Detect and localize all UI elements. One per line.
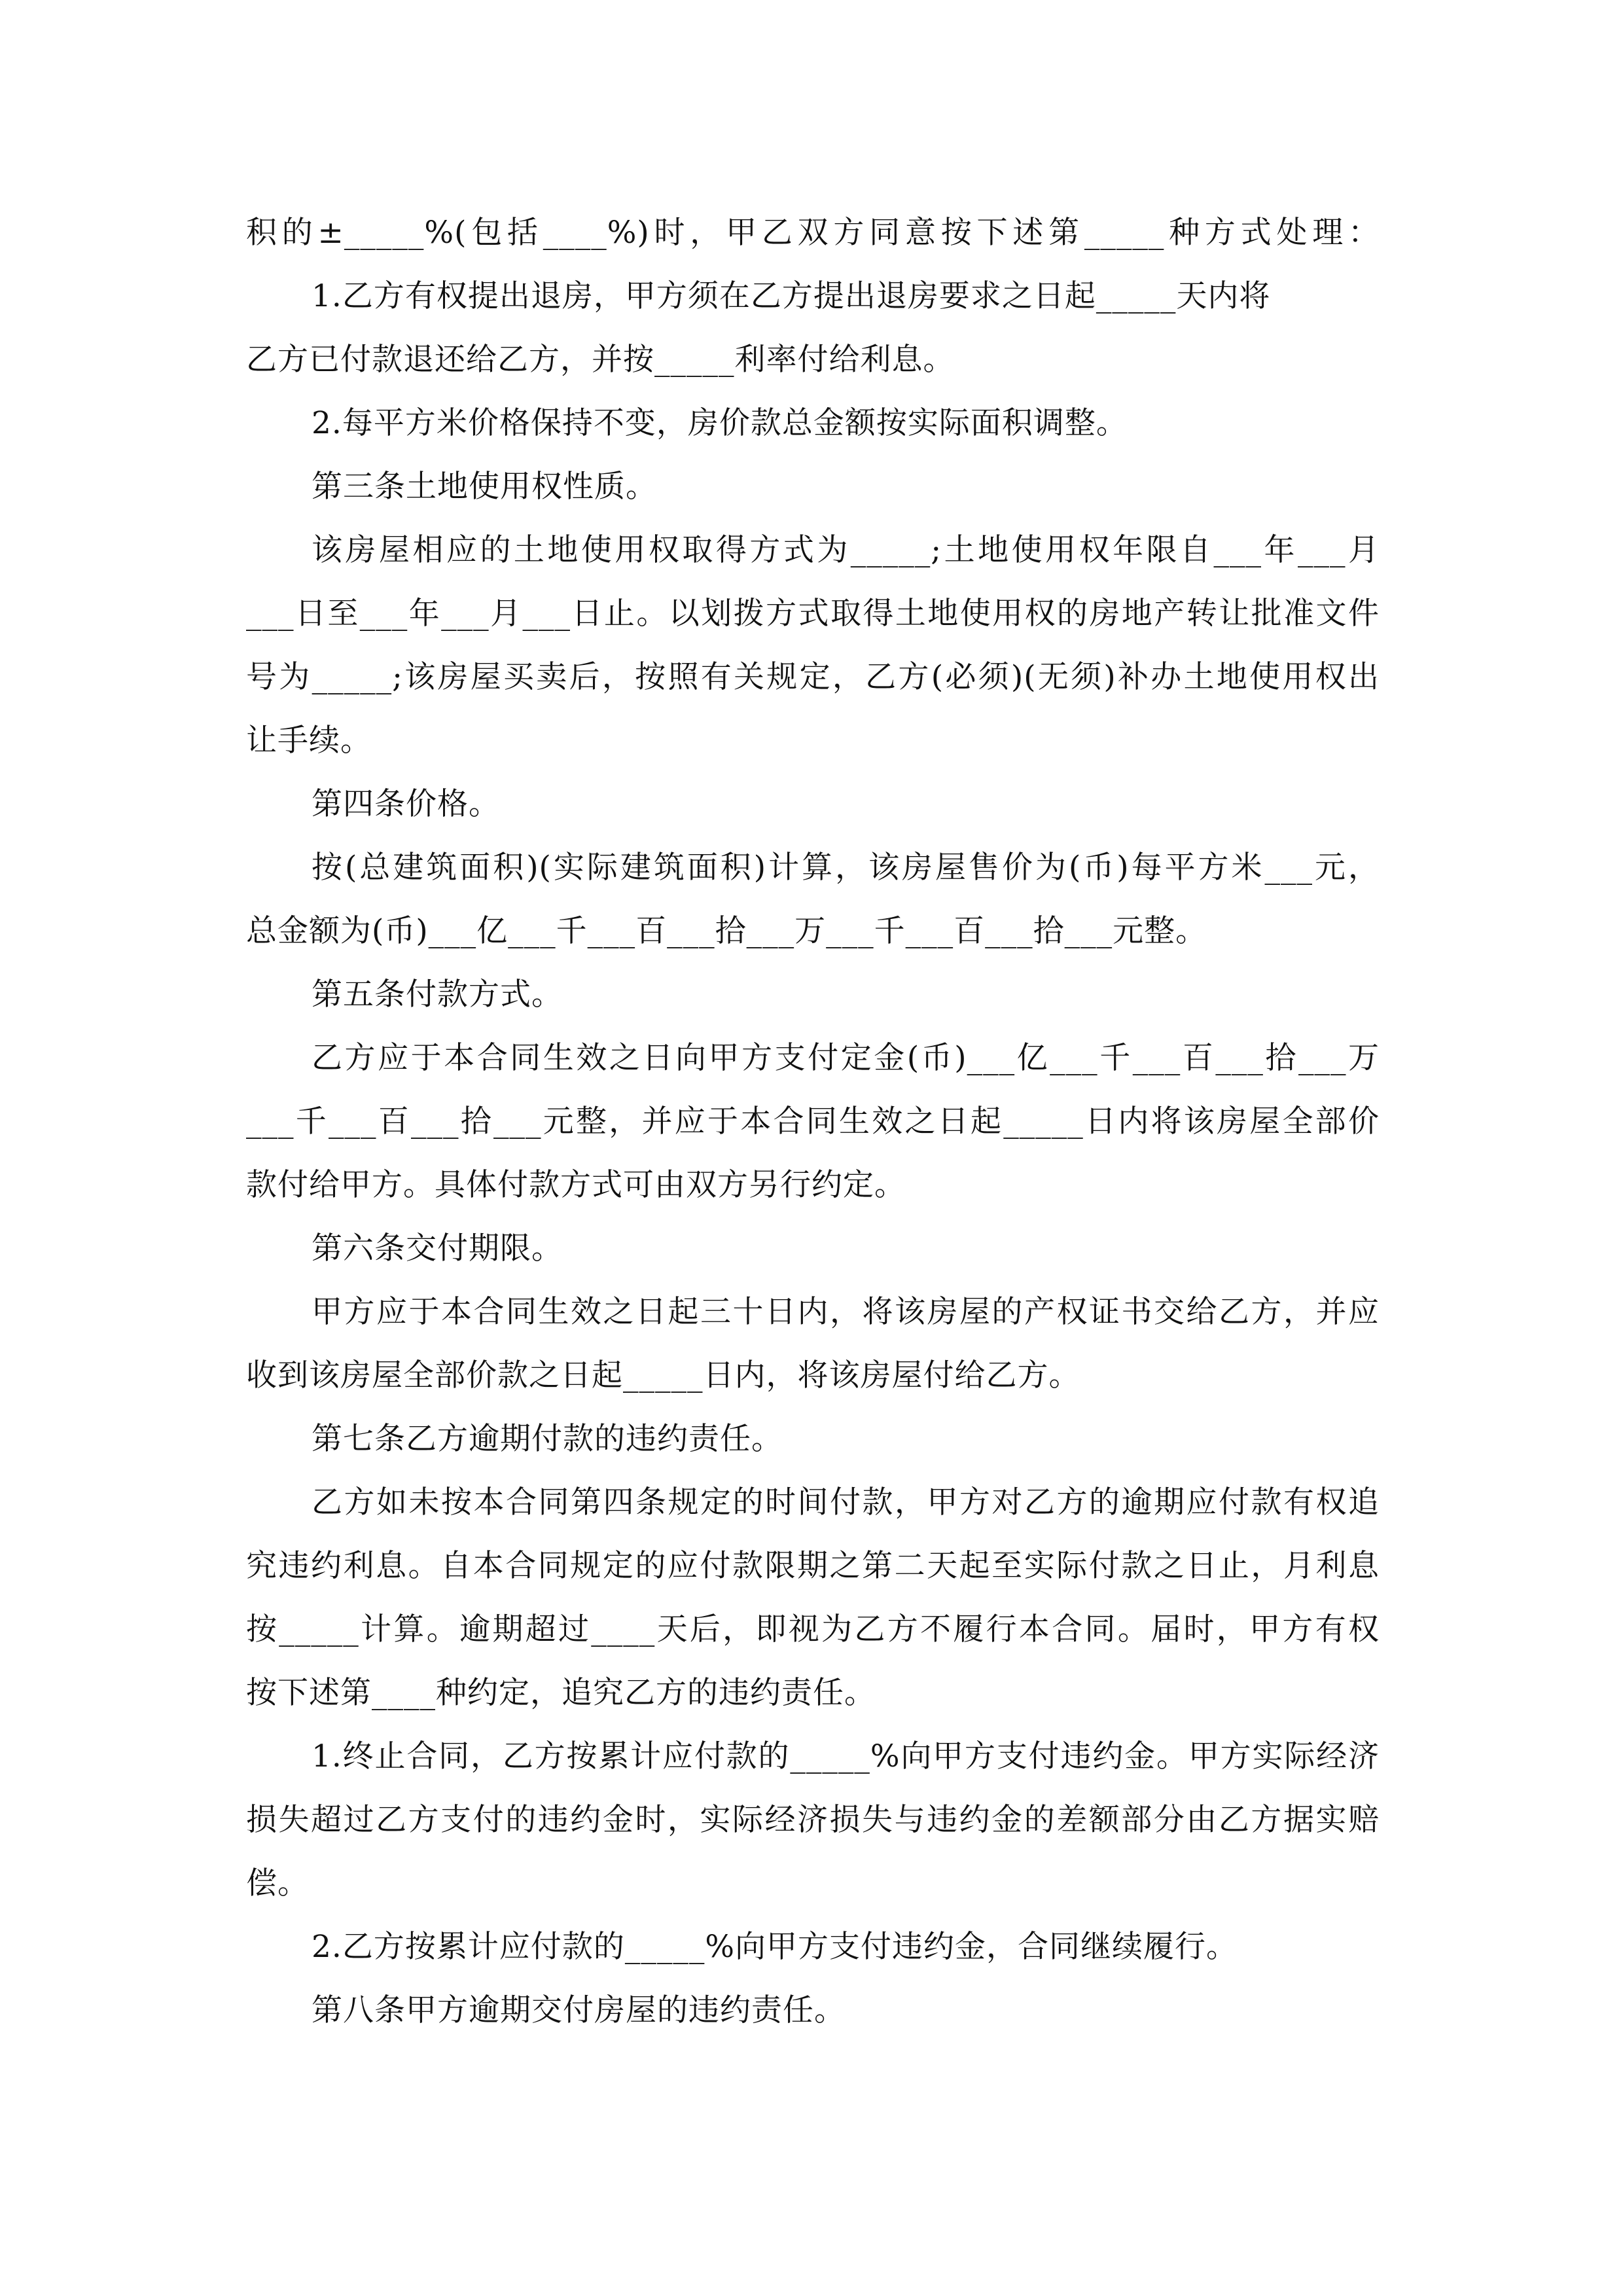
text-line: 总金额为(币)___亿___千___百___拾___万___千___百___拾___元整。: [246, 913, 1207, 949]
section-heading: 第八条甲方逾期交付房屋的违约责任。: [312, 1992, 846, 2028]
text-line: 该房屋相应的土地使用权取得方式为_____;土地使用权年限自___年___月: [312, 532, 1380, 568]
text-line: 款付给甲方。具体付款方式可由双方另行约定。: [246, 1167, 906, 1203]
section-heading: 第五条付款方式。: [312, 977, 563, 1013]
text-line: 让手续。: [246, 723, 372, 759]
text-line: 1.终止合同，乙方按累计应付款的_____%向甲方支付违约金。甲方实际经济: [312, 1738, 1380, 1774]
document-body: [246, 201, 1380, 2042]
text-line: 乙方已付款退还给乙方，并按_____利率付给利息。: [246, 342, 955, 378]
section-heading: 第六条交付期限。: [312, 1230, 563, 1266]
text-line: 偿。: [246, 1865, 309, 1901]
text-line: ___千___百___拾___元整，并应于本合同生效之日起_____日内将该房屋全部价: [246, 1103, 1380, 1139]
text-line: 按_____计算。逾期超过____天后，即视为乙方不履行本合同。届时，甲方有权: [246, 1611, 1380, 1647]
text-line: 按(总建筑面积)(实际建筑面积)计算，该房屋售价为(币)每平方米___元，: [312, 850, 1380, 886]
text-line: 损失超过乙方支付的违约金时，实际经济损失与违约金的差额部分由乙方据实赔: [246, 1802, 1380, 1838]
text-line: 2.每平方米价格保持不变，房价款总金额按实际面积调整。: [312, 405, 1128, 441]
text-line: 1.乙方有权提出退房，甲方须在乙方提出退房要求之日起_____天内将: [312, 278, 1271, 314]
section-heading: 第四条价格。: [312, 786, 500, 822]
text-line: 乙方应于本合同生效之日向甲方支付定金(币)___亿___千___百___拾___万: [312, 1040, 1380, 1076]
text-line: 究违约利息。自本合同规定的应付款限期之第二天起至实际付款之日止，月利息: [246, 1548, 1380, 1584]
text-line: 积的±_____%(包括____%)时，甲乙双方同意按下述第_____种方式处理：: [246, 215, 1380, 251]
text-line: 号为_____;该房屋买卖后，按照有关规定，乙方(必须)(无须)补办土地使用权出: [246, 659, 1380, 695]
section-heading: 第三条土地使用权性质。: [312, 469, 657, 505]
text-line: ___日至___年___月___日止。以划拨方式取得土地使用权的房地产转让批准文件: [246, 596, 1380, 632]
text-line: 乙方如未按本合同第四条规定的时间付款，甲方对乙方的逾期应付款有权追: [312, 1484, 1380, 1520]
text-line: 2.乙方按累计应付款的_____%向甲方支付违约金，合同继续履行。: [312, 1929, 1238, 1965]
text-line: 甲方应于本合同生效之日起三十日内，将该房屋的产权证书交给乙方，并应: [312, 1294, 1380, 1330]
text-line: 收到该房屋全部价款之日起_____日内，将该房屋付给乙方。: [246, 1357, 1080, 1393]
section-heading: 第七条乙方逾期付款的违约责任。: [312, 1421, 783, 1457]
text-line: 按下述第____种约定，追究乙方的违约责任。: [246, 1675, 876, 1711]
